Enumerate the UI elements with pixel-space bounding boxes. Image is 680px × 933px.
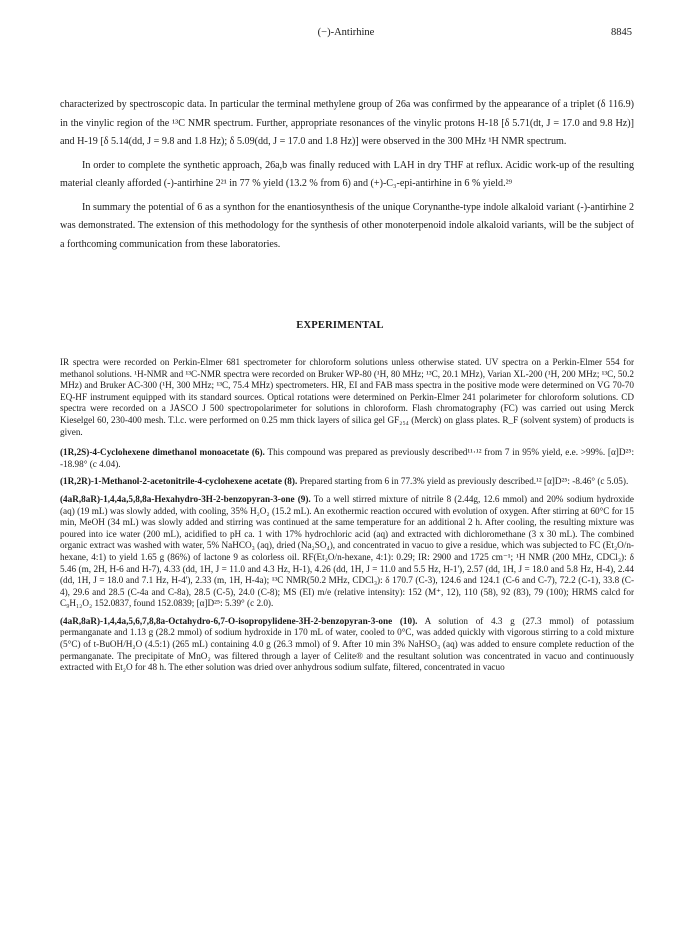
compound-8-name: (1R,2R)-1-Methanol-2-acetonitrile-4-cyclohexene acetate (8). bbox=[60, 476, 298, 487]
compound-10-entry bbox=[60, 616, 634, 674]
general-methods-paragraph: IR spectra were recorded on Perkin-Elmer 681 spectrometer for chloroform solutions unless otherwise stated. UV spectra on a Perkin-Elmer 554 for methanol solutions. ¹H-NMR and ¹³C-NMR spectra were recorded on Bruker WP-80 (¹H, 80 MHz; ¹³C, 20.1 MHz), Varian XL-200 (¹H, 200 MHz; ¹³C, 50.2 MHz) and Bruker AC-300 (¹H, 300 MHz; ¹³C, 75.4 MHz) spectrometers. HR, EI and FAB mass spectra in the positive mode were determined on VG 70-70 EQ-HF instrument equipped with its standard sources. Optical rotations were determined on Perkin-Elmer 241 polarimeter for chloroform solutions. CD spectra were recorded on a JASCO J 500 spectropolarimeter for solutions in chloroform. Flash chromatography (FC) was carried out using Merck Kieselgel 60, 230-400 mesh. T.l.c. were performed on 0.25 mm thick layers of silica gel GF₂₅₄ (Merck) on glass plates. R_F (solvent system) of products is given. bbox=[60, 357, 634, 437]
compound-9-name: (4aR,8aR)-1,4,4a,5,8,8a-Hexahydro-3H-2-benzopyran-3-one (9). bbox=[60, 493, 311, 504]
compound-9-text: To a well stirred mixture of nitrile 8 (2.44g, 12.6 mmol) and 20% sodium hydroxide (aq) (19 mL) was slowly added, with cooling, 35% H₂O₂ (15.2 mL). An exothermic reaction occured with evolution of oxygen. After stirring at 60°C for 15 min, MeOH (34 mL) was slowly added and stirring was continued at the same temperature for an additional 2 h. After cooling, the resulting mixture was poured into ice water (200 mL), acidified to pH ca. 1 with 17% hydrochloric acid (aq) and extracted with dichloromethane (3 x 30 mL). The combined organic extract was washed with water, 5% NaHCO₃ (aq), dried (Na₂SO₄), and concentrated in vacuo to give a residue, which was subjected to FC (Et₂O/n-hexane, 4:1) to yield 1.65 g (86%) of lactone 9 as colorless oil. RF(Et₂O/n-hexane, 4:1): 0.29; IR: 2900 and 1725 cm⁻¹; ¹H NMR (200 MHz, CDCl₃): δ 5.46 (m, 2H, H-6 and H-7), 4.33 (dd, 1H, J = 11.0 and 4.3 Hz, H-1), 4.26 (dd, 1H, J = 11.0 and 5.5 Hz, H-1'), 2.57 (dd, 1H, J = 18.0 and 5.8 Hz, H-4), 2.44 (dd, 1H, J = 18.0 and 7.1 Hz, H-4'), 2.33 (m, 1H, H-4a); ¹³C NMR(50.2 MHz, CDCl₃): δ 170.7 (C-3), 124.6 and 124.1 (C-6 and C-7), 72.2 (C-1), 33.8 (C-4), 29.6 and 28.5 (C-4a and C-8a), 28.5 (C-5), 24.0 (C-8); MS (EI) m/e (relative intensity): 152 (M⁺, 12), 110 (58), 92 (83), 79 (100); HRMS calcd for C₉H₁₂O₂ 152.0837, found 152.0839; [α]D²⁵: 5.39° (c 2.0). bbox=[60, 493, 634, 609]
compound-6-entry bbox=[60, 447, 634, 470]
compound-6-name: (1R,2S)-4-Cyclohexene dimethanol monoacetate (6). bbox=[60, 447, 265, 458]
discussion-section bbox=[60, 96, 634, 259]
page-header bbox=[60, 27, 632, 43]
compound-9-entry bbox=[60, 494, 634, 610]
compound-6-text: This compound was prepared as previously described¹¹·¹² from 7 in 95% yield, e.e. >99%. [α]D²⁵: -18.98° (c 4.04). bbox=[60, 447, 634, 469]
discussion-paragraph-3: In summary the potential of 6 as a synthon for the enantiosynthesis of the unique Corynanthe-type indole alkaloid variant (-)-antirhine 2 was demonstrated. The extension of this methodology for the synthesis of other monoterpenoid indole alkaloid variants, will be the subject of a forthcoming communication from these laboratories. bbox=[60, 201, 634, 250]
running-title: (−)-Antirhine bbox=[317, 27, 375, 38]
compound-10-text: A solution of 4.3 g (27.3 mmol) of potassium permanganate and 1.13 g (28.2 mmol) of sodium hydroxide in 170 mL of water, cooled to 0°C, was added quickly with vigorous stirring to a cold mixture (5°C) of t-BuOH/H₂O (4.5:1) (265 mL) containing 4.0 g (26.3 mmol) of 9. After 10 min 3% NaHSO₃ (aq) was added to ensure complete reduction of the permanganate. The precipitate of MnO₂ was filtered through a layer of Celite® and the resultant solution was concentrated in vacuo and continuously extracted with Et₂O for 48 h. The ether solution was dried over anhydrous sodium sulfate, filtered, concentrated in vacuo bbox=[60, 615, 634, 673]
discussion-paragraph-1: characterized by spectroscopic data. In particular the terminal methylene group of 26a was confirmed by the appearance of a triplet (δ 116.9) in the vinylic region of the ¹³C NMR spectrum. Further, appropriate resonances of the vinylic protons H-18 [δ 5.71(dt, J = 17.0 and 9.8 Hz)] and H-19 [δ 5.14(dd, J = 9.8 and 1.8 Hz); δ 5.09(dd, J = 17.0 and 1.8 Hz)] were observed in the 300 MHz ¹H NMR spectrum. bbox=[60, 99, 634, 147]
experimental-section bbox=[60, 357, 634, 674]
experimental-heading: EXPERIMENTAL bbox=[296, 320, 384, 331]
compound-8-entry bbox=[60, 476, 634, 488]
page-number: 8845 bbox=[611, 27, 632, 38]
discussion-paragraph-2: In order to complete the synthetic approach, 26a,b was finally reduced with LAH in dry THF at reflux. Acidic work-up of the resulting material cleanly afforded (-)-antirhine 2²¹ in 77 % yield (13.2 % from 6) and (+)-C₃-epi-antirhine in 6 % yield.²⁹ bbox=[60, 159, 634, 189]
compound-10-name: (4aR,8aR)-1,4,4a,5,6,7,8,8a-Octahydro-6,7-O-isopropylidene-3H-2-benzopyran-3-one (10). bbox=[60, 615, 418, 626]
compound-8-text: Prepared starting from 6 in 77.3% yield as previously described.¹² [α]D²⁵: -8.46° (c 5.05). bbox=[299, 476, 629, 487]
